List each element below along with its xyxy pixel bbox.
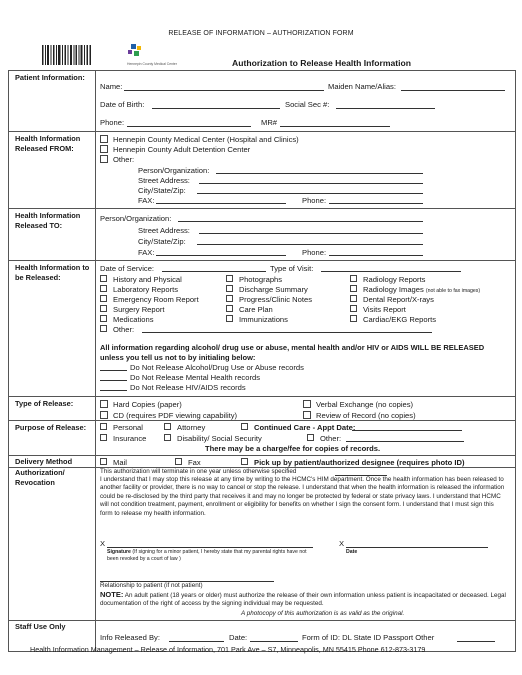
checkbox-icon	[226, 305, 233, 312]
footer-address: Health Information Management – Release of Information, 701 Park Ave – S7, Minneapolis, MN 55415 Phone 612-873-3179	[30, 645, 426, 654]
date-of-service-label: Date of Service:	[100, 264, 155, 273]
divider	[9, 420, 515, 421]
radiology-fax-note: (not able to fax images)	[425, 288, 481, 294]
signature-field[interactable]	[107, 547, 313, 548]
record-other-field[interactable]	[142, 332, 432, 333]
record-radiology-reports[interactable]: Radiology Reports	[350, 275, 425, 284]
to-street-field[interactable]	[199, 233, 423, 234]
delivery-mail[interactable]: Mail	[100, 458, 127, 467]
record-progress-notes[interactable]: Progress/Clinic Notes	[226, 295, 312, 304]
from-city-field[interactable]	[197, 193, 423, 194]
checkbox-icon	[303, 400, 311, 408]
mr-label: MR#	[261, 118, 278, 127]
initial-field-hiv[interactable]	[100, 390, 127, 391]
checkbox-icon	[100, 325, 107, 332]
record-discharge-summary[interactable]: Discharge Summary	[226, 285, 308, 294]
photocopy-notice: A photocopy of this authorization is as valid as the original.	[241, 610, 405, 617]
name-field[interactable]	[124, 90, 324, 91]
release-hard-copies[interactable]: Hard Copies (paper)	[100, 400, 182, 409]
from-city-label: City/State/Zip:	[138, 186, 186, 195]
release-review-record[interactable]: Review of Record (no copies)	[303, 411, 416, 420]
staff-date-label: Date:	[229, 633, 248, 642]
to-person-org-field[interactable]	[178, 221, 423, 222]
from-person-org-field[interactable]	[216, 173, 423, 174]
to-person-org-label: Person/Organization:	[100, 214, 172, 223]
delivery-fax[interactable]: Fax	[175, 458, 201, 467]
dob-label: Date of Birth:	[100, 100, 145, 109]
purpose-insurance[interactable]: Insurance	[100, 434, 146, 443]
logo-mark-icon	[125, 44, 147, 62]
initial-alcohol-label: Do Not Release Alcohol/Drug Use or Abuse records	[130, 363, 304, 372]
initial-hiv-label: Do Not Release HIV/AIDS records	[130, 383, 246, 392]
date-x-mark: X	[339, 539, 345, 548]
record-medications[interactable]: Medications	[100, 315, 154, 324]
signature-label: Signature (If signing for a minor patient, I hereby state that my parental rights have not been revoked by a court of law )	[107, 549, 307, 562]
checkbox-icon	[226, 285, 233, 292]
mr-field[interactable]	[280, 126, 390, 127]
from-option-detention[interactable]: Hennepin County Adult Detention Center	[100, 145, 250, 154]
checkbox-icon	[241, 423, 248, 430]
checkbox-icon	[100, 145, 108, 153]
purpose-continued-care[interactable]: Continued Care - Appt Date:	[241, 423, 355, 432]
from-fax-field[interactable]	[156, 203, 286, 204]
divider	[9, 131, 515, 132]
checkbox-icon	[350, 305, 357, 312]
release-cd[interactable]: CD (requires PDF viewing capability)	[100, 411, 237, 420]
ssn-field[interactable]	[336, 108, 435, 109]
patient-section-label: Patient Information:	[15, 73, 85, 82]
record-radiology-images[interactable]: Radiology Images (not able to fax images)	[350, 285, 480, 294]
checkbox-icon	[100, 285, 107, 292]
checkbox-icon	[100, 434, 107, 441]
phone-label: Phone:	[100, 118, 125, 127]
form-main-title: Authorization to Release Health Information	[232, 58, 412, 68]
checkbox-icon	[100, 400, 108, 408]
maiden-name-field[interactable]	[401, 90, 505, 91]
record-care-plan[interactable]: Care Plan	[226, 305, 273, 314]
checkbox-icon	[164, 423, 171, 430]
authorization-form	[8, 70, 516, 652]
purpose-other-field[interactable]	[346, 441, 464, 442]
form-of-id-other-field[interactable]	[457, 641, 495, 642]
barcode	[42, 45, 92, 65]
checkbox-icon	[303, 411, 311, 419]
hcmc-logo	[125, 44, 185, 68]
document-title: RELEASE OF INFORMATION – AUTHORIZATION FORM	[168, 30, 354, 37]
record-surgery[interactable]: Surgery Report	[100, 305, 165, 314]
from-street-label: Street Address:	[138, 176, 190, 185]
to-street-label: Street Address:	[138, 226, 190, 235]
checkbox-icon	[226, 275, 233, 282]
delivery-pickup[interactable]: Pick up by patient/authorized designee (requires photo ID)	[241, 458, 465, 467]
dob-field[interactable]	[152, 108, 280, 109]
released-by-label: Info Released By:	[100, 633, 160, 642]
from-option-other[interactable]: Other:	[100, 155, 134, 164]
divider	[9, 620, 515, 621]
release-verbal-exchange[interactable]: Verbal Exchange (no copies)	[303, 400, 413, 409]
staff-section-label: Staff Use Only	[15, 622, 66, 631]
checkbox-icon	[307, 434, 314, 441]
type-of-visit-field[interactable]	[321, 271, 461, 272]
phone-field[interactable]	[127, 126, 251, 127]
signature-x-mark: X	[100, 539, 106, 548]
checkbox-icon	[100, 155, 108, 163]
checkbox-icon	[350, 295, 357, 302]
from-phone-label: Phone:	[302, 196, 327, 205]
purpose-other[interactable]: Other:	[307, 434, 341, 443]
to-phone-label: Phone:	[302, 248, 327, 257]
record-history-physical[interactable]: History and Physical	[100, 275, 182, 284]
released-to-section-label: Health Information Released TO:	[15, 211, 81, 230]
date-label: Date	[346, 549, 358, 555]
checkbox-icon	[100, 275, 107, 282]
purpose-personal[interactable]: Personal	[100, 423, 143, 432]
date-of-service-field[interactable]	[162, 271, 266, 272]
initial-field-mental-health[interactable]	[100, 380, 127, 381]
checkbox-icon	[241, 458, 248, 465]
logo-text: Hennepin County Medical Center	[127, 62, 177, 66]
checkbox-icon	[100, 295, 107, 302]
checkbox-icon	[100, 411, 108, 419]
checkbox-icon	[350, 315, 357, 322]
to-phone-field[interactable]	[329, 255, 423, 256]
checkbox-icon	[175, 458, 182, 465]
divider	[9, 260, 515, 261]
from-fax-label: FAX:	[138, 196, 155, 205]
divider	[9, 396, 515, 397]
released-from-section-label: Health Information Released FROM:	[15, 134, 81, 153]
to-be-released-section-label: Health Information to be Released:	[15, 263, 90, 282]
delivery-section-label: Delivery Method	[15, 457, 73, 466]
divider	[9, 455, 515, 456]
record-cardiac-ekg[interactable]: Cardiac/EKG Reports	[350, 315, 436, 324]
record-emergency-room[interactable]: Emergency Room Report	[100, 295, 199, 304]
from-person-org-label: Person/Organization:	[138, 166, 210, 175]
checkbox-icon	[350, 285, 357, 292]
appt-date-field[interactable]	[352, 430, 462, 431]
record-photographs[interactable]: Photographs	[226, 275, 282, 284]
purpose-section-label: Purpose of Release:	[15, 423, 87, 432]
released-by-field[interactable]	[169, 641, 224, 642]
signature-date-field[interactable]	[346, 547, 488, 548]
staff-date-field[interactable]	[250, 641, 298, 642]
from-street-field[interactable]	[199, 183, 423, 184]
checkbox-icon	[100, 305, 107, 312]
name-label: Name:	[100, 82, 123, 91]
record-other[interactable]: Other:	[100, 325, 134, 334]
checkbox-icon	[100, 135, 108, 143]
to-fax-label: FAX:	[138, 248, 155, 257]
checkbox-icon	[100, 423, 107, 430]
to-fax-field[interactable]	[156, 255, 286, 256]
record-visits[interactable]: Visits Report	[350, 305, 406, 314]
authorization-section-label: Authorization/ Revocation	[15, 468, 65, 487]
divider	[9, 208, 515, 209]
from-option-hcmc[interactable]: Hennepin County Medical Center (Hospital and Clinics)	[100, 135, 299, 144]
record-laboratory[interactable]: Laboratory Reports	[100, 285, 178, 294]
form-of-id-label: Form of ID: DL State ID Passport Other	[302, 633, 435, 642]
purpose-attorney[interactable]: Attorney	[164, 423, 205, 432]
checkbox-icon	[350, 275, 357, 282]
record-dental[interactable]: Dental Report/X-rays	[350, 295, 434, 304]
revocation-terms: I understand that I may stop this release at any time by writing to the HCMC's HIM department. Once the health information has been released to another facility or provider, there is no way to cancel or stop the release. I understand that when the health information is released the information could be re-disclosed by the third party that receives it and may no longer be protected by federal or state privacy laws. I understand that HCMC will not condition treatment, payment, enrollment or eligibility for benefits on whether I sign the consent form. I understand that I must sign this form to release my health information.	[100, 476, 505, 517]
label-column-divider	[95, 71, 96, 651]
checkbox-icon	[226, 315, 233, 322]
from-phone-field[interactable]	[329, 203, 423, 204]
fee-note: There may be a charge/fee for copies of records.	[205, 444, 381, 453]
sensitive-info-notice: All information regarding alcohol/ drug use or abuse, mental health and/or HIV or AIDS WILL BE RELEASED unless you tell us not to by initialing below:	[100, 343, 485, 362]
type-of-visit-label: Type of Visit:	[270, 264, 314, 273]
purpose-disability[interactable]: Disability/ Social Security	[164, 434, 262, 443]
relationship-label: Relationship to patient (if not patient)	[100, 582, 203, 589]
to-city-field[interactable]	[197, 244, 423, 245]
termination-text: This authorization will terminate in one year unless otherwise specified	[100, 468, 297, 475]
maiden-name-label: Maiden Name/Alias:	[328, 82, 396, 91]
checkbox-icon	[164, 434, 171, 441]
initial-field-alcohol[interactable]	[100, 370, 127, 371]
checkbox-icon	[100, 458, 107, 465]
initial-mental-health-label: Do Not Release Mental Health records	[130, 373, 260, 382]
record-immunizations[interactable]: Immunizations	[226, 315, 288, 324]
adult-patient-note: NOTE: An adult patient (18 years or older) must authorize the release of their own information unless patient is incapacitated or deceased. Legal documentation of the right of access by the signing individual may be requested.	[100, 590, 506, 608]
type-of-release-section-label: Type of Release:	[15, 399, 74, 408]
ssn-label: Social Sec #:	[285, 100, 330, 109]
checkbox-icon	[226, 295, 233, 302]
to-city-label: City/State/Zip:	[138, 237, 186, 246]
checkbox-icon	[100, 315, 107, 322]
